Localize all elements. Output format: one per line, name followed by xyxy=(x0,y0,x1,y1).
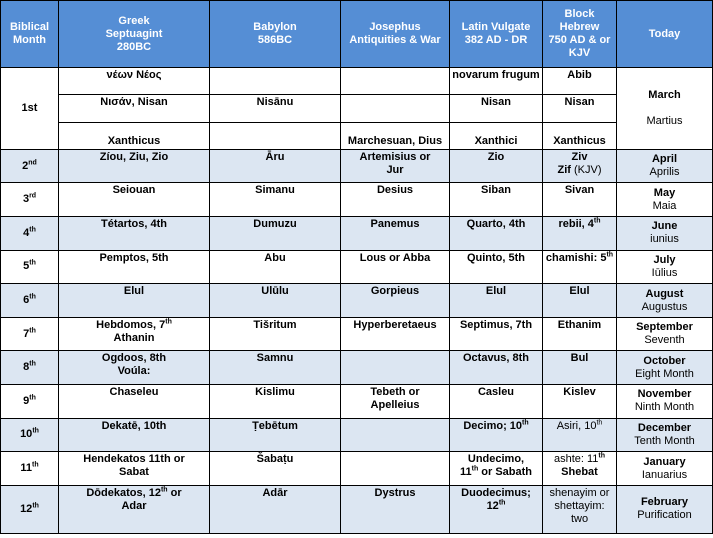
month-cell: 12th xyxy=(1,485,59,533)
header-block-hebrew: Block Hebrew 750 AD & or KJV xyxy=(543,1,617,68)
babylon-cell: Simanu xyxy=(210,183,341,217)
header-latin-vulgate: Latin Vulgate 382 AD - DR xyxy=(450,1,543,68)
babylon-cell: Āru xyxy=(210,149,341,183)
babylon-cell: Abu xyxy=(210,250,341,284)
babylon-cell: Nisānu xyxy=(210,95,341,122)
table-row-month-9 xyxy=(1,385,713,419)
today-cell: February Purification xyxy=(617,485,713,533)
greek-cell: Seiouan xyxy=(59,183,210,217)
table-row-month-10 xyxy=(1,418,713,452)
today-month-sub: Martius xyxy=(646,114,683,127)
babylon-cell: Samnu xyxy=(210,351,341,385)
vulgate-cell: Septimus, 7th xyxy=(450,317,543,351)
table-row-month-12 xyxy=(1,485,713,533)
josephus-cell: Marchesuan, Dius xyxy=(341,122,450,149)
vulgate-cell: Quarto, 4th xyxy=(450,217,543,251)
month-cell: 1st xyxy=(1,68,59,150)
table-row-month-8 xyxy=(1,351,713,385)
vulgate-cell: Nisan xyxy=(450,95,543,122)
table-row-month-7 xyxy=(1,317,713,351)
month-cell: 6th xyxy=(1,284,59,318)
josephus-cell xyxy=(341,68,450,95)
josephus-cell: Panemus xyxy=(341,217,450,251)
josephus-cell: Dystrus xyxy=(341,485,450,533)
vulgate-cell: novarum frugum xyxy=(450,68,543,95)
table-row-month-6 xyxy=(1,284,713,318)
greek-cell: Hebdomos, 7th Athanin xyxy=(59,317,210,351)
josephus-cell: Hyperberetaeus xyxy=(341,317,450,351)
josephus-cell: Desius xyxy=(341,183,450,217)
month-cell: 11th xyxy=(1,452,59,486)
josephus-cell xyxy=(341,351,450,385)
header-today: Today xyxy=(617,1,713,68)
greek-cell: Tétartos, 4th xyxy=(59,217,210,251)
vulgate-cell: Xanthici xyxy=(450,122,543,149)
greek-cell: Dekatē, 10th xyxy=(59,418,210,452)
vulgate-cell: Octavus, 8th xyxy=(450,351,543,385)
greek-cell: νέων Νέος xyxy=(59,68,210,95)
today-cell: January Ianuarius xyxy=(617,452,713,486)
today-cell: December Tenth Month xyxy=(617,418,713,452)
today-month-name: March xyxy=(648,88,681,101)
greek-cell: Zíou, Ziu, Zio xyxy=(59,149,210,183)
month-cell: 2nd xyxy=(1,149,59,183)
babylon-cell: Kislimu xyxy=(210,385,341,419)
vulgate-cell: Quinto, 5th xyxy=(450,250,543,284)
month-cell: 9th xyxy=(1,385,59,419)
header-row xyxy=(1,1,713,68)
today-cell xyxy=(617,68,713,150)
vulgate-cell: Elul xyxy=(450,284,543,318)
josephus-cell: Gorpieus xyxy=(341,284,450,318)
header-babylon: Babylon 586BC xyxy=(210,1,341,68)
header-biblical-month: Biblical Month xyxy=(1,1,59,68)
month-cell: 5th xyxy=(1,250,59,284)
table-row-month-1b xyxy=(1,95,713,122)
babylon-cell: Ulūlu xyxy=(210,284,341,318)
today-cell: September Seventh xyxy=(617,317,713,351)
month-cell: 10th xyxy=(1,418,59,452)
today-cell: August Augustus xyxy=(617,284,713,318)
hebrew-cell: Ethanim xyxy=(543,317,617,351)
josephus-cell xyxy=(341,452,450,486)
greek-cell: Ogdoos, 8th Voúla: xyxy=(59,351,210,385)
vulgate-cell: Zio xyxy=(450,149,543,183)
header-greek-septuagint: Greek Septuagint 280BC xyxy=(59,1,210,68)
today-cell: June iunius xyxy=(617,217,713,251)
hebrew-cell: Sivan xyxy=(543,183,617,217)
hebrew-cell: Xanthicus xyxy=(543,122,617,149)
hebrew-cell: Elul xyxy=(543,284,617,318)
greek-cell: Νισάν, Nisan xyxy=(59,95,210,122)
table-row-month-1c xyxy=(1,122,713,149)
today-cell: November Ninth Month xyxy=(617,385,713,419)
babylon-cell: Šabaṭu xyxy=(210,452,341,486)
today-cell: May Maia xyxy=(617,183,713,217)
hebrew-cell: Abib xyxy=(543,68,617,95)
babylon-cell: Ṭebētum xyxy=(210,418,341,452)
hebrew-cell: Bul xyxy=(543,351,617,385)
hebrew-cell: Asiri, 10th xyxy=(543,418,617,452)
table-row-month-4 xyxy=(1,217,713,251)
josephus-cell: Lous or Abba xyxy=(341,250,450,284)
today-cell: July Iūlius xyxy=(617,250,713,284)
greek-cell: Dōdekatos, 12th or Adar xyxy=(59,485,210,533)
table-row-month-2 xyxy=(1,149,713,183)
josephus-cell: Artemisius or Jur xyxy=(341,149,450,183)
table-row-month-1a xyxy=(1,68,713,95)
greek-cell: Pemptos, 5th xyxy=(59,250,210,284)
vulgate-cell: Duodecimus; 12th xyxy=(450,485,543,533)
today-cell: April Aprilis xyxy=(617,149,713,183)
hebrew-cell: chamishi: 5th xyxy=(543,250,617,284)
josephus-cell xyxy=(341,95,450,122)
table-row-month-11 xyxy=(1,452,713,486)
month-cell: 8th xyxy=(1,351,59,385)
hebrew-cell: rebii, 4th xyxy=(543,217,617,251)
babylon-cell: Adār xyxy=(210,485,341,533)
josephus-cell xyxy=(341,418,450,452)
greek-cell: Xanthicus xyxy=(59,122,210,149)
greek-cell: Chaseleu xyxy=(59,385,210,419)
vulgate-cell: Casleu xyxy=(450,385,543,419)
month-cell: 7th xyxy=(1,317,59,351)
hebrew-cell: Nisan xyxy=(543,95,617,122)
hebrew-cell: Kislev xyxy=(543,385,617,419)
table-row-month-5 xyxy=(1,250,713,284)
babylon-cell: Dumuzu xyxy=(210,217,341,251)
babylon-cell xyxy=(210,68,341,95)
greek-cell: Hendekatos 11th or Sabat xyxy=(59,452,210,486)
josephus-cell: Tebeth or Apelleius xyxy=(341,385,450,419)
greek-cell: Elul xyxy=(59,284,210,318)
babylon-cell xyxy=(210,122,341,149)
month-cell: 4th xyxy=(1,217,59,251)
vulgate-cell: Decimo; 10th xyxy=(450,418,543,452)
today-cell: October Eight Month xyxy=(617,351,713,385)
header-josephus: Josephus Antiquities & War xyxy=(341,1,450,68)
month-cell: 3rd xyxy=(1,183,59,217)
babylon-cell: Tišritum xyxy=(210,317,341,351)
hebrew-cell: shenayim or shettayim: two xyxy=(543,485,617,533)
table-row-month-3 xyxy=(1,183,713,217)
hebrew-cell: ashte: 11th Shebat xyxy=(543,452,617,486)
hebrew-cell: Ziv Zif (KJV) xyxy=(543,149,617,183)
vulgate-cell: Siban xyxy=(450,183,543,217)
vulgate-cell: Undecimo, 11th or Sabath xyxy=(450,452,543,486)
